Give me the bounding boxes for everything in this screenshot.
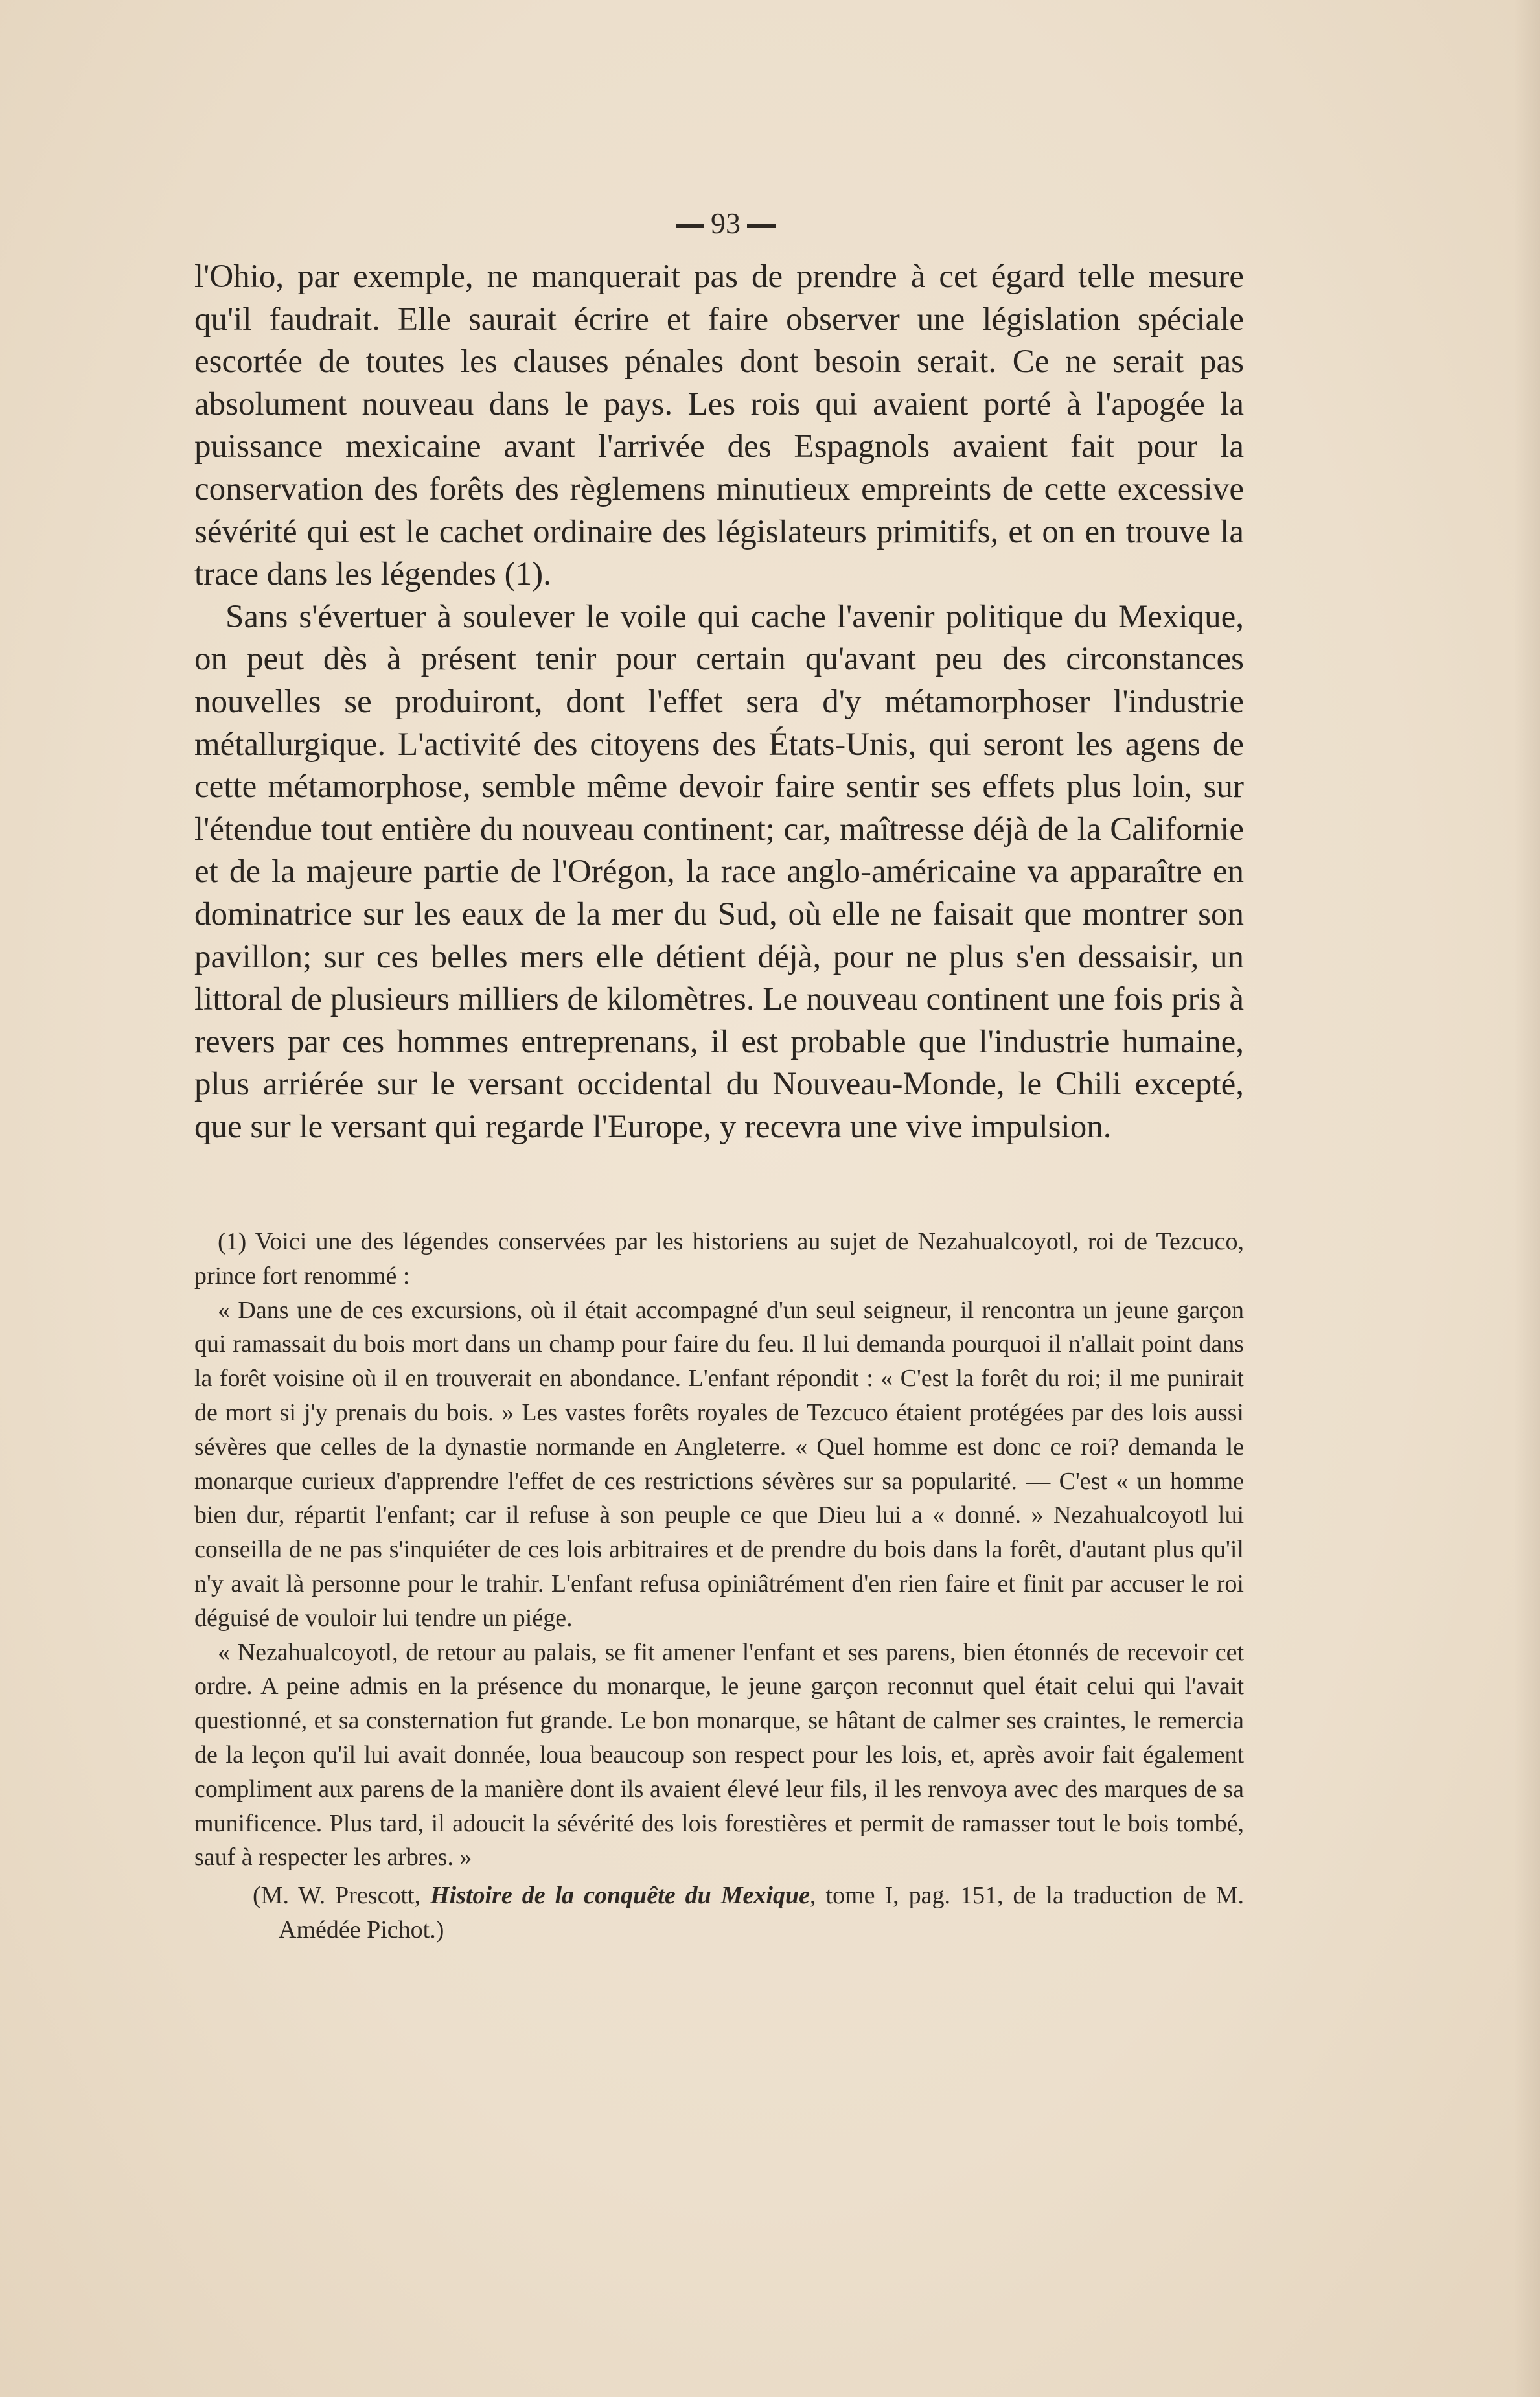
body-paragraph-1: l'Ohio, par exemple, ne manquerait pas de prendre à cet égard telle mesure qu'il faudrait. Elle saurait écrire et faire observer une législation spéciale escortée de toutes les clauses pénales dont besoin serait. Ce ne serait pas absolument nouveau dans le pays. Les rois qui avaient porté à l'apogée la puissance mexicaine avant l'arrivée des Espagnols avaient fait pour la conservation des forêts des règlemens minutieux empreints de cette excessive sévérité qui est le cachet ordinaire des législateurs primitifs, et on en trouve la trace dans les légendes (1). — [194, 259, 1244, 593]
footnote — [194, 1225, 1244, 1947]
footnote-citation — [194, 1879, 1244, 1947]
footnote-story-part-1: « Dans une de ces excursions, où il était accompagné d'un seul seigneur, il rencontra un jeune garçon qui ramassait du bois mort dans un champ pour faire du feu. Il lui demanda pourquoi il n'allait point dans la forêt voisine où il en trouverait en abondance. L'enfant répondit : « C'est la forêt du roi; il me punirait de mort si j'y prenais du bois. » Les vastes forêts royales de Tezcuco étaient protégées par des lois aussi sévères que celles de la dynastie normande en Angleterre. « Quel homme est donc ce roi? demanda le monarque curieux d'apprendre l'effet de ces restrictions sévères sur sa popularité. — C'est « un homme bien dur, répartit l'enfant; car il refuse à son peuple ce que Dieu lui a « donné. » Nezahualcoyotl lui conseilla de ne pas s'inquiéter de ces lois arbitraires et de prendre du bois dans la forêt, d'autant plus qu'il n'y avait là personne pour le trahir. L'enfant refusa opiniâtrément d'en rien faire et finit par accuser le roi déguisé de vouloir lui tendre un piége. — [194, 1296, 1244, 1632]
citation-author: (M. W. Prescott, — [253, 1882, 431, 1910]
folio-dash-left — [676, 224, 704, 228]
footnote-intro: (1) Voici une des légendes conservées par les historiens au sujet de Nezahualcoyotl, roi de Tezcuco, prince fort renommé : — [194, 1228, 1244, 1290]
folio-dash-right — [747, 224, 776, 228]
page-edge-shadow — [1514, 0, 1540, 2397]
citation-title: Histoire de la conquête du Mexique — [430, 1882, 810, 1910]
footnote-story-part-2: « Nezahualcoyotl, de retour au palais, se fit amener l'enfant et ses parens, bien étonnés de recevoir cet ordre. A peine admis en la présence du monarque, le jeune garçon reconnut quel était celui qui l'avait questionné, et sa consternation fut grande. Le bon monarque, se hâtant de calmer ses craintes, le remercia de la leçon qu'il lui avait donnée, loua beaucoup son respect pour les lois, et, après avoir fait également compliment aux parens de la manière dont ils avaient élevé leur fils, il les renvoya avec des marques de sa munificence. Plus tard, il adoucit la sévérité des lois forestières et permit de ramasser tout le bois tombé, sauf à respecter les arbres. » — [194, 1638, 1244, 1871]
citation-details: , tome I, pag. 151, de la traduction de M. Amédée Pichot.) — [279, 1882, 1244, 1943]
page-number — [648, 206, 803, 240]
body-paragraph-2: Sans s'évertuer à soulever le voile qui cache l'avenir politique du Mexique, on peut dès à présent tenir pour certain qu'avant peu des circonstances nouvelles se produiront, dont l'effet sera d'y métamorphoser l'industrie métallurgique. L'activité des citoyens des États-Unis, qui seront les agens de cette métamorphose, semble même devoir faire sentir ses effets plus loin, sur l'étendue tout entière du nouveau continent; car, maîtresse déjà de la Californie et de la majeure partie de l'Orégon, la race anglo-américaine va apparaître en dominatrice sur les eaux de la mer du Sud, où elle ne faisait que montrer son pavillon; sur ces belles mers elle détient déjà, pour ne plus s'en dessaisir, un littoral de plusieurs milliers de kilomètres. Le nouveau continent une fois pris à revers par ces hommes entreprenans, il est probable que l'industrie humaine, plus arriérée sur le versant occidental du Nouveau-Monde, le Chili excepté, que sur le versant qui regarde l'Europe, y recevra une vive impulsion. — [194, 598, 1244, 1145]
page-number-value: 93 — [711, 207, 741, 240]
main-text — [194, 256, 1244, 1148]
